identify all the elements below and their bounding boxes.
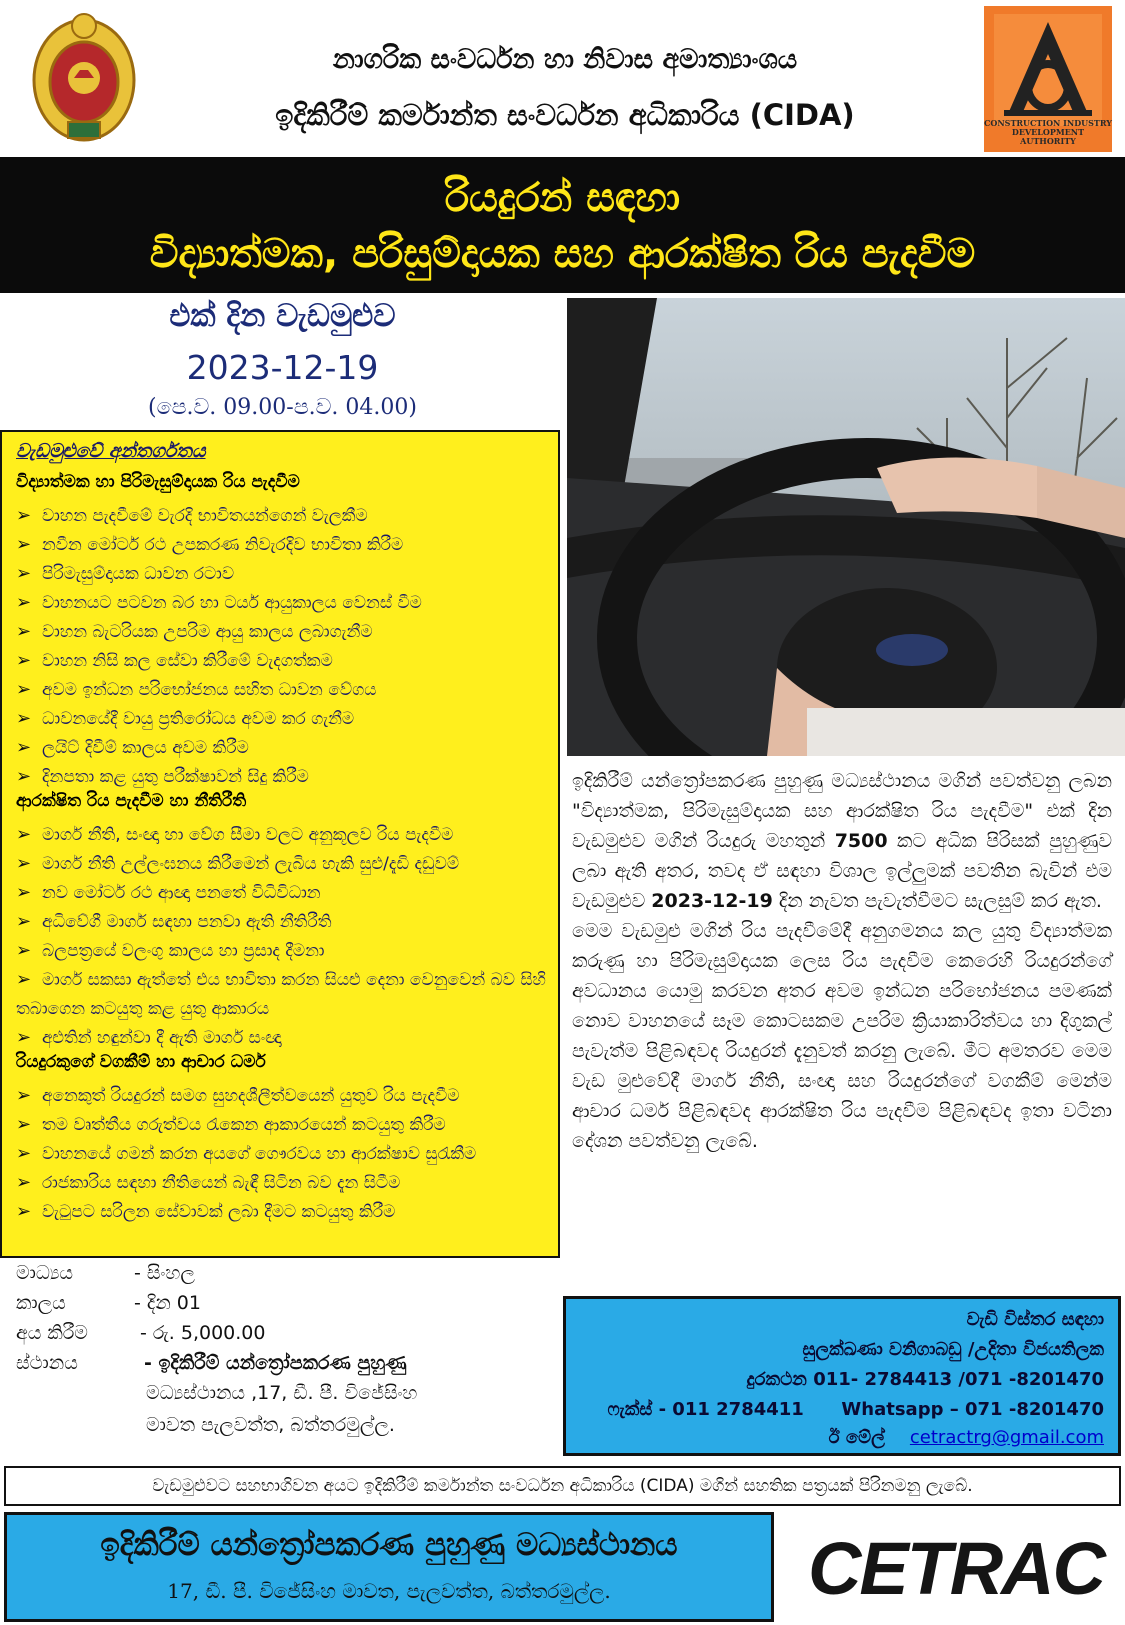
content-list-item	[16, 1197, 546, 1227]
arrow-bullet-icon: ➢	[16, 853, 32, 874]
content-list-item	[16, 965, 546, 1024]
arrow-bullet-icon: ➢	[16, 708, 32, 729]
contact-fax-whatsapp	[608, 1399, 1104, 1420]
content-item-text: ධාවනයේදී වායු ප්‍රතිරෝධය අවම කර ගැනීම	[42, 709, 355, 729]
certificate-note: වැඩමුළුවට සහභාගිවන අයට ඉදිකිරීම් කර්මාන්ත සංවර්ධන අධිකාරිය (CIDA) මගින් සහතික පත්‍රයක් පිරිනමනු ලැබේ.	[4, 1466, 1121, 1506]
venue-line-3: මාවත පැලවත්ත, බත්තරමුල්ල.	[146, 1414, 395, 1436]
workshop-title: එක් දින වැඩමුළුව	[169, 298, 396, 334]
arrow-bullet-icon: ➢	[16, 969, 32, 990]
arrow-bullet-icon: ➢	[16, 650, 32, 671]
content-item-text: නවීන මෝටර් රථ උපකරණ නිවැරදිව භාවිතා කිරීම	[42, 535, 404, 555]
content-item-text: වාහන නිසි කල සේවා කිරීමේ වැදගත්කම	[42, 651, 333, 671]
fee-value: - රු. 5,000.00	[140, 1322, 266, 1344]
content-section-title: ආරක්ෂිත රිය පැදවීම හා නීතිරීති	[16, 791, 247, 811]
arrow-bullet-icon: ➢	[16, 621, 32, 642]
content-item-text: වාහනයේ ගමන් කරන අයගේ ගෞරවය හා ආරක්ෂාව සුරැකීම	[42, 1144, 477, 1164]
sri-lanka-emblem	[28, 6, 140, 150]
content-item-text: අවම ඉන්ධන පරිභෝජනය සහිත ධාවන වේගය	[42, 680, 377, 700]
medium-value: - සිංහල	[134, 1262, 195, 1284]
content-item-text: අනෙකුත් රියදුරන් සමග සුහදශීලීත්වයෙන් යුතුව රිය පැදවීම	[42, 1086, 460, 1106]
arrow-bullet-icon: ➢	[16, 679, 32, 700]
content-item-text: බලපත්‍රයේ වලංගු කාලය හා ප්‍රසාද දීමනා	[42, 941, 325, 961]
arrow-bullet-icon: ➢	[16, 766, 32, 787]
content-list-item	[16, 762, 546, 792]
content-list-item	[16, 878, 546, 908]
description-part-1: ඉදිකිරීම් යන්ත්‍රෝපකරණ පුහුණු මධ්‍යස්ථානය මගින් පවත්වනු ලබන "විද්‍යාත්මක, පිරිමැසුම්දායක සහ ආරක්ෂිත රිය පැදවීම" එක් දින වැඩමුළුව මගින් රියදුරු මහතුන්	[572, 770, 1112, 852]
content-list-item	[16, 1139, 546, 1169]
content-item-text: වාහන පැදවීමේ වැරදි භාවිතයන්ගෙන් වැලකීම	[42, 506, 368, 526]
content-list-item	[16, 907, 546, 937]
banner-line-1: රියදුරන් සඳහා	[444, 175, 681, 221]
content-heading: වැඩමුළුවේ අන්තර්ගතය	[16, 440, 206, 462]
content-item-text: වාහනයට පටවන බර හා ටයර් ආයුකාලය වෙනස් වීම	[42, 593, 422, 613]
arrow-bullet-icon: ➢	[16, 592, 32, 613]
content-item-text: පිරිමැසුම්දායක ධාවන රටාව	[42, 564, 235, 584]
content-list-item	[16, 1110, 546, 1140]
content-item-text: අළුතින් හඳුන්වා දී ඇති මාර්ග සංඥා	[42, 1028, 282, 1048]
contact-whatsapp: Whatsapp – 071 -8201470	[841, 1399, 1104, 1420]
content-list-item	[16, 733, 546, 763]
workshop-time: (පෙ.ව. 09.00-ප.ව. 04.00)	[148, 395, 417, 420]
title-banner	[0, 157, 1125, 293]
description-paragraph-2: මෙම වැඩමුළු මගින් රිය පැදවීමේදී අනුගමනය කල යුතු විද්‍යාත්මක කරුණු හා පිරිමැසුම්දායක ලෙස රිය පැදවීම කෙරෙහි රියදුරන්ගේ අවධානය යොමු කරවන අතර අවම ඉන්ධන පරිභෝජනය පමණක් නොව වාහනයේ සෑම කොටසකම උපරිම ක්‍රියාකාරිත්වය හා දිගුකල් පැවැත්ම පිළිබඳවද රියදුරන් දැනුවත් කරනු ලැබේ. මීට අමතරව මෙම වැඩ මුළුවේදී මාර්ග නීති, සංඥා සහ රියදුරන්ගේ වගකීම් මෙන්ම ආචාර ධර්ම පිළිබඳවද ආරක්ෂිත රිය පැදවීම පිළිබඳවද ඉතා වටිනා දේශන පවත්වනු ලැබේ.	[572, 920, 1112, 1152]
content-item-text: වැටුපට සරිලන සේවාවක් ලබා දීමට කටයුතු කිරීම	[42, 1202, 396, 1222]
arrow-bullet-icon: ➢	[16, 1201, 32, 1222]
content-list-item	[16, 1081, 546, 1111]
arrow-bullet-icon: ➢	[16, 505, 32, 526]
contact-email-row	[829, 1427, 1104, 1448]
content-list-item	[16, 936, 546, 966]
content-section-title: විද්‍යාත්මක හා පිරිමැසුම්දායක රිය පැදවීම	[16, 472, 300, 492]
content-item-text: තම වෘත්තීය ගරුත්වය රැකෙන ආකාරයෙන් කටයුතු කිරීම	[42, 1115, 446, 1135]
description-part-3: දින නැවත පැවැත්වීමට සැලසුම් කර ඇත.	[778, 890, 1102, 912]
arrow-bullet-icon: ➢	[16, 1143, 32, 1164]
arrow-bullet-icon: ➢	[16, 1172, 32, 1193]
content-section-title: රියදුරකුගේ වගකීම් හා ආචාර ධර්ම	[16, 1052, 266, 1072]
content-list-item	[16, 530, 546, 560]
content-list-item	[16, 675, 546, 705]
content-item-text: මාර්ග නීති, සංඥා හා වේග සීමා වලට අනුකූලව රිය පැදවීම	[42, 825, 454, 845]
contact-heading: වැඩි විස්තර සඳහා	[966, 1309, 1104, 1330]
arrow-bullet-icon: ➢	[16, 1027, 32, 1048]
venue-line-1: - ඉදිකිරීම් යන්ත්‍රෝපකරණ පුහුණු	[144, 1352, 407, 1374]
content-list-item	[16, 646, 546, 676]
content-list-item	[16, 704, 546, 734]
details-table	[6, 1262, 561, 1458]
content-list-item	[16, 849, 546, 879]
cida-logo	[984, 6, 1112, 152]
content-item-text: අධිවේගී මාර්ග සඳහා පනවා ඇති නීතිරීති	[42, 912, 332, 932]
arrow-bullet-icon: ➢	[16, 911, 32, 932]
workshop-date: 2023-12-19	[186, 348, 379, 387]
contact-names: සුලක්ඛණා වනිගාබඩු /උදිතා විජයතිලක	[802, 1339, 1104, 1360]
duration-label: කාලය	[16, 1292, 66, 1314]
content-item-text: වාහන බැටරියක උපරිම ආයු කාලය ලබාගැනීම	[42, 622, 373, 642]
content-list-item	[16, 559, 546, 589]
email-label: ඊ මේල්	[828, 1427, 885, 1448]
content-item-text: ලයිට් දිවීම් කාලය අවම කිරීම	[42, 738, 249, 758]
content-item-text: මාර්ග සකසා ඇත්තේ එය භාවිතා කරන සියළු දෙනා වෙනුවෙන් බව සිහි තබාගෙන කටයුතු කළ යුතු ආකාරය	[16, 970, 546, 1019]
contact-box	[563, 1296, 1121, 1456]
arrow-bullet-icon: ➢	[16, 737, 32, 758]
arrow-bullet-icon: ➢	[16, 940, 32, 961]
venue-line-2: මධ්‍යස්ථානය ,17, ඩී. පී. විජේසිංහ	[146, 1382, 418, 1404]
arrow-bullet-icon: ➢	[16, 534, 32, 555]
duration-value: - දින 01	[134, 1292, 201, 1314]
content-list-item	[16, 1168, 546, 1198]
contact-fax: ෆැක්ස් - 011 2784411	[607, 1399, 804, 1420]
workshop-content-box	[0, 430, 560, 1258]
footer-box	[4, 1512, 774, 1622]
content-list-item	[16, 501, 546, 531]
content-item-text: නව මෝටර් රථ ආඥා පනතේ විධිවිධාන	[42, 883, 321, 903]
content-item-text: රාජකාරිය සඳහා නීතියෙන් බැඳී සිටින බව දැන සිටීම	[42, 1173, 401, 1193]
content-list-item	[16, 820, 546, 850]
content-item-text: මාර්ග නීති උල්ලංඝනය කිරීමෙන් ලැබිය හැකි සුළු/දැඩි දඩුවම්	[42, 854, 460, 874]
arrow-bullet-icon: ➢	[16, 824, 32, 845]
medium-label: මාධ්‍යය	[16, 1262, 74, 1284]
content-list-item	[16, 1023, 546, 1053]
workshop-description	[572, 766, 1112, 1156]
arrow-bullet-icon: ➢	[16, 563, 32, 584]
arrow-bullet-icon: ➢	[16, 882, 32, 903]
banner-line-2: විද්‍යාත්මක, පරිසුම්දායක සහ ආරක්ෂිත රිය පැදවීම	[149, 231, 976, 277]
cetrac-logo-text: CETRAC	[808, 1528, 1106, 1608]
content-list-item	[16, 617, 546, 647]
authority-name: ඉදිකිරීම් කර්මාන්ත සංවර්ධන අධිකාරිය (CIDA)	[275, 98, 855, 132]
participant-count: 7500	[834, 830, 888, 852]
steering-wheel-photo	[567, 298, 1125, 756]
content-list-item	[16, 588, 546, 618]
fee-label: අය කිරීම	[16, 1322, 88, 1344]
content-item-text: දිනපතා කළ යුතු පරීක්ෂාවන් සිදු කිරීම	[42, 767, 309, 787]
footer-centre-name: ඉදිකිරීම් යන්ත්‍රෝපකරණ පුහුණු මධ්‍යස්ථානය	[100, 1527, 678, 1563]
cetrac-logo	[800, 1528, 1115, 1608]
arrow-bullet-icon: ➢	[16, 1114, 32, 1135]
cida-logo-caption: CONSTRUCTION INDUSTRY DEVELOPMENT AUTHORITY	[984, 118, 1112, 146]
email-link[interactable]: cetractrg@gmail.com	[909, 1427, 1104, 1448]
ministry-name: නාගරික සංවර්ධන හා නිවාස අමාත්‍යාංශය	[332, 44, 798, 75]
contact-phone: දුරකථන 011- 2784413 /071 -8201470	[746, 1369, 1104, 1390]
footer-address: 17, ඩී. පී. විජේසිංහ මාවත, පැලවත්ත, බත්තරමුල්ල.	[167, 1579, 611, 1603]
venue-label: ස්ථානය	[16, 1352, 78, 1374]
description-part-2: කට අධික පිරිසක් පුහුණුව ලබා ඇති අතර, තවද ඒ සඳහා විශාල ඉල්ලුමක් පවතින බැවින් එම වැඩමුළුව	[572, 830, 1112, 912]
description-date: 2023-12-19	[651, 890, 773, 912]
arrow-bullet-icon: ➢	[16, 1085, 32, 1106]
